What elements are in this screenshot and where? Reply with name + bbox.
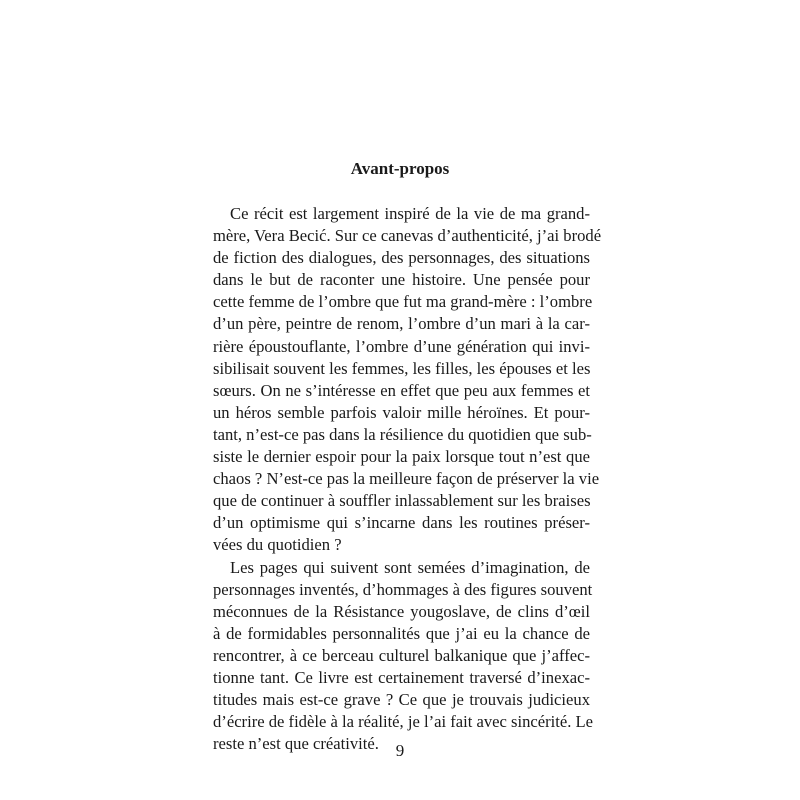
text-line: titudes mais est-ce grave ? Ce que je trouvais judicieux bbox=[213, 690, 590, 710]
text-line: que de continuer à souffler inlassablement sur les braises bbox=[213, 491, 591, 511]
text-line: d’écrire de fidèle à la réalité, je l’ai fait avec sincérité. Le bbox=[213, 712, 594, 732]
text-line: personnages inventés, d’hommages à des figures souvent bbox=[213, 579, 593, 599]
paragraph-1 bbox=[213, 203, 602, 557]
text-line: Les pages qui suivent sont semées d’imagination, de bbox=[230, 557, 590, 577]
page-number: 9 bbox=[395, 741, 405, 760]
text-line: chaos ? N’est-ce pas la meilleure façon de préserver la vie bbox=[213, 469, 600, 489]
text-line: à de formidables personnalités que j’ai eu la chance de bbox=[213, 623, 590, 643]
body-text bbox=[213, 203, 602, 755]
text-line: un héros semble parfois valoir mille héroïnes. Et pour- bbox=[213, 402, 590, 422]
text-line: sœurs. On ne s’intéresse en effet que peu aux femmes et bbox=[213, 380, 590, 400]
text-line: rière époustouflante, l’ombre d’une génération qui invi- bbox=[213, 336, 590, 356]
text-line: mère, Vera Becić. Sur ce canevas d’authenticité, j’ai brodé bbox=[213, 226, 602, 246]
text-line: dans le but de raconter une histoire. Une pensée pour bbox=[213, 270, 590, 290]
text-line: siste le dernier espoir pour la paix lorsque tout n’est que bbox=[213, 447, 590, 467]
paragraph-2 bbox=[213, 557, 594, 756]
text-line: d’un père, peintre de renom, l’ombre d’un mari à la car- bbox=[213, 314, 590, 334]
text-line: de fiction des dialogues, des personnages, des situations bbox=[213, 248, 590, 268]
chapter-title: Avant-propos bbox=[350, 159, 450, 178]
text-line: sibilisait souvent les femmes, les filles, les épouses et les bbox=[213, 358, 591, 378]
text-line: tant, n’est-ce pas dans la résilience du quotidien que sub- bbox=[213, 424, 592, 444]
text-line: d’un optimisme qui s’incarne dans les routines préser- bbox=[213, 513, 590, 533]
text-line: reste n’est que créativité. bbox=[213, 734, 379, 754]
text-line: vées du quotidien ? bbox=[213, 535, 342, 555]
text-line: Ce récit est largement inspiré de la vie de ma grand- bbox=[230, 204, 590, 223]
text-line: méconnues de la Résistance yougoslave, de clins d’œil bbox=[213, 601, 590, 621]
text-line: tionne tant. Ce livre est certainement traversé d’inexac- bbox=[213, 667, 590, 687]
text-line: cette femme de l’ombre que fut ma grand-mère : l’ombre bbox=[213, 292, 593, 312]
text-line: rencontrer, à ce berceau culturel balkanique que j’affec- bbox=[213, 645, 590, 665]
